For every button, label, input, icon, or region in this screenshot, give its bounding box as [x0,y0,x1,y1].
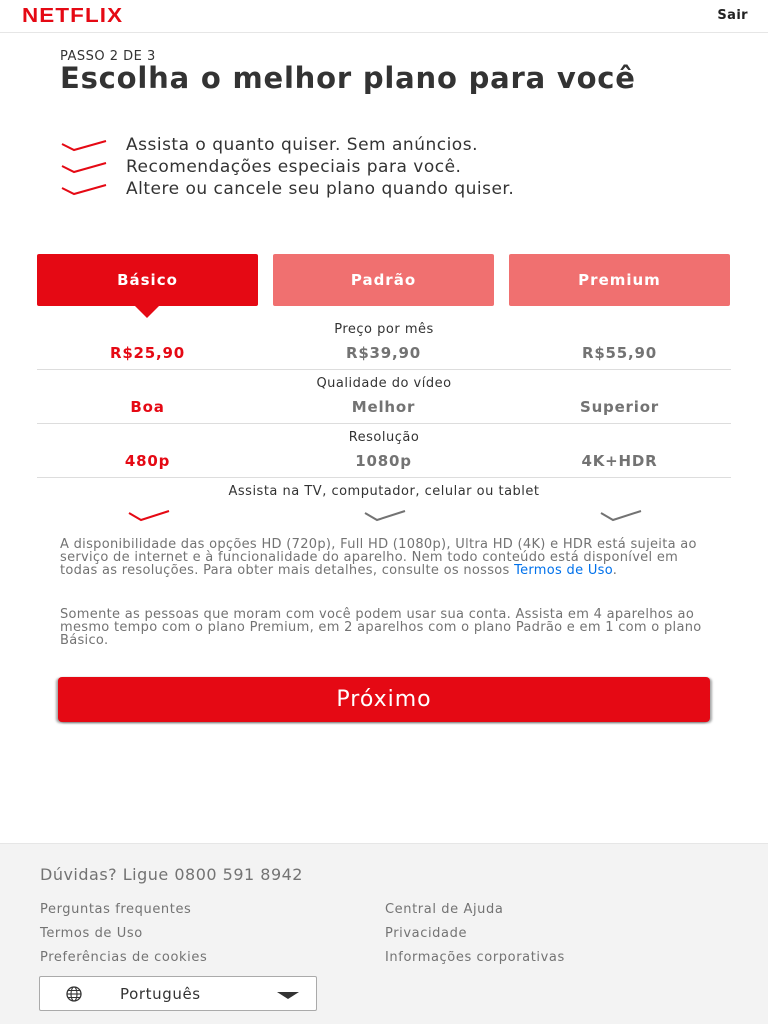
quality-padrao: Melhor [351,398,416,416]
disclaimer-text: A disponibilidade das opções HD (720p), Full HD (1080p), Ultra HD (4K) e HDR está sujeita ao serviço de internet e à funcionalidade do aparelho. Nem todo conteúdo está disponível em todas as resoluções. Para obter mais detalhes, consulte os nossos [60,537,697,578]
footer-phone[interactable]: Dúvidas? Ligue 0800 591 8942 [40,865,303,884]
benefit-text: Assista o quanto quiser. Sem anúncios. [126,135,478,155]
footer-link-privacy[interactable]: Privacidade [385,926,468,941]
checkmark-icon [127,510,171,522]
devices-row [37,478,731,528]
resolution-padrao: 1080p [355,452,412,470]
chevron-down-icon [277,992,299,999]
resolution-premium: 4K+HDR [581,452,658,470]
header [0,0,768,33]
plan-tab-padrao[interactable]: Padrão [273,254,494,306]
quality-row-label: Qualidade do vídeo [316,376,452,391]
step-indicator: PASSO 2 DE 3 [60,49,156,64]
checkmark-icon [60,184,108,196]
plan-tab-premium[interactable]: Premium [509,254,730,306]
globe-icon [66,986,82,1002]
benefit-text: Altere ou cancele seu plano quando quiser. [126,179,515,199]
benefit-text: Recomendações especiais para você. [126,157,462,177]
footer-link-cookies[interactable]: Preferências de cookies [40,950,208,965]
language-label: Português [120,985,201,1003]
benefit-item [60,159,720,176]
quality-premium: Superior [579,398,660,416]
price-row-label: Preço por mês [334,322,434,337]
next-button[interactable]: Próximo [58,677,710,722]
checkmark-icon [363,510,407,522]
benefit-item [60,137,720,154]
resolution-disclaimer [60,538,712,577]
page-title: Escolha o melhor plano para você [60,61,636,95]
resolution-basico: 480p [124,452,171,470]
resolution-row [37,424,731,478]
language-select[interactable] [39,976,317,1011]
checkmark-icon [60,140,108,152]
quality-basico: Boa [130,398,165,416]
resolution-row-label: Resolução [348,430,420,445]
footer-link-help-center[interactable]: Central de Ajuda [385,902,504,917]
footer-link-faq[interactable]: Perguntas frequentes [40,902,192,917]
footer-link-terms[interactable]: Termos de Uso [40,926,143,941]
benefits-list [60,137,720,203]
household-disclaimer: Somente as pessoas que moram com você podem usar sua conta. Assista em 4 aparelhos ao mesmo tempo com o plano Premium, em 2 aparelhos com o plano Padrão e em 1 com o plano Básico. [60,607,702,648]
price-premium: R$55,90 [581,344,658,362]
footer-link-corporate[interactable]: Informações corporativas [385,950,565,965]
quality-row [37,370,731,424]
signout-link[interactable]: Sair [717,8,748,23]
price-basico: R$25,90 [109,344,186,362]
price-row [37,315,731,370]
checkmark-icon [599,510,643,522]
disclaimer-end: . [612,563,618,578]
footer [0,843,768,1024]
plan-tab-basico[interactable]: Básico [37,254,258,306]
devices-row-label: Assista na TV, computador, celular ou tablet [228,484,540,499]
checkmark-icon [60,162,108,174]
netflix-logo[interactable]: NETFLIX [22,5,124,27]
price-padrao: R$39,90 [345,344,422,362]
benefit-item [60,181,720,198]
terms-of-use-link[interactable]: Termos de Uso [514,563,613,578]
